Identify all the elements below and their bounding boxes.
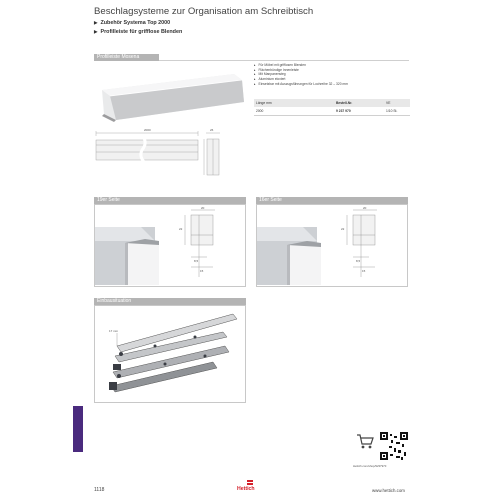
triangle-bullet-icon: ▶: [94, 29, 98, 34]
product-image: [94, 62, 248, 130]
qr-code[interactable]: [380, 432, 408, 460]
feature-item: ▸ Mit Manpanensteg: [254, 72, 348, 77]
dim-top: 20: [363, 206, 367, 210]
dim-bottom-b: 15: [200, 269, 204, 273]
dim-top: 20: [201, 206, 205, 210]
cell-order-no: 9 237 970: [334, 107, 384, 116]
section-divider: [159, 60, 409, 61]
spec-table: [254, 99, 410, 116]
hettich-logo-text: Hettich: [237, 486, 255, 492]
feature-item: ▸ Für Möbel mit grifflosen Blenden: [254, 63, 348, 68]
dim-bottom-a: 8,5: [194, 259, 199, 263]
dim-width: 26: [210, 128, 214, 132]
dim-side: 22: [341, 227, 345, 231]
feature-item: ▸ Aluminium eloxiert: [254, 77, 348, 82]
subtitle-1: [94, 20, 170, 26]
section-title-product: Profilleiste Mosena: [94, 54, 159, 61]
feature-list: [254, 63, 348, 87]
table-row: [254, 107, 410, 116]
chapter-tab: [73, 406, 83, 452]
triangle-bullet-icon: ▶: [94, 20, 98, 25]
footer-url[interactable]: www.hettich.com: [372, 488, 405, 493]
dim-bottom-b: 15: [362, 269, 366, 273]
cell-ve: 1/10 St.: [384, 107, 410, 116]
dim-side: 22: [179, 227, 183, 231]
cart-icon[interactable]: [356, 433, 374, 449]
cell-length: 2000: [254, 107, 334, 116]
subtitle-2: [94, 29, 182, 35]
panel-install: [94, 305, 246, 403]
section-title-16er: 16er Seite: [256, 197, 408, 204]
dim-length: 2000: [144, 128, 151, 132]
panel-19er: [94, 204, 246, 287]
page-title: Beschlagsysteme zur Organisation am Schreibtisch: [94, 6, 314, 17]
feature-item: ▸ Flächenbündige Innenleiste: [254, 68, 348, 73]
col-header-length: Länge mm: [254, 99, 334, 107]
spec-table-header: [254, 99, 410, 107]
qr-caption: Hettich.com/shop/9237970: [353, 464, 387, 468]
dim-bottom-a: 8,5: [356, 259, 361, 263]
hettich-logo: [236, 480, 264, 494]
subtitle-1-text: Zubehör Systema Top 2000: [100, 20, 171, 26]
feature-item: ▸ Einsetzbar mit Auszugsführungen für Lochreihe 32 – 320 mm: [254, 82, 348, 87]
col-header-ve: VE: [384, 99, 410, 107]
panel-16er: [256, 204, 408, 287]
page-number: 1118: [94, 487, 105, 493]
technical-drawing: [94, 128, 234, 180]
section-title-19er: 19er Seite: [94, 197, 246, 204]
col-header-order-no: Bestell-Nr.: [334, 99, 384, 107]
section-title-install: Einbausituation: [94, 298, 246, 305]
install-dim-label: 17 mm: [109, 329, 119, 333]
subtitle-2-text: Profilleiste für grifflose Blenden: [100, 29, 183, 35]
